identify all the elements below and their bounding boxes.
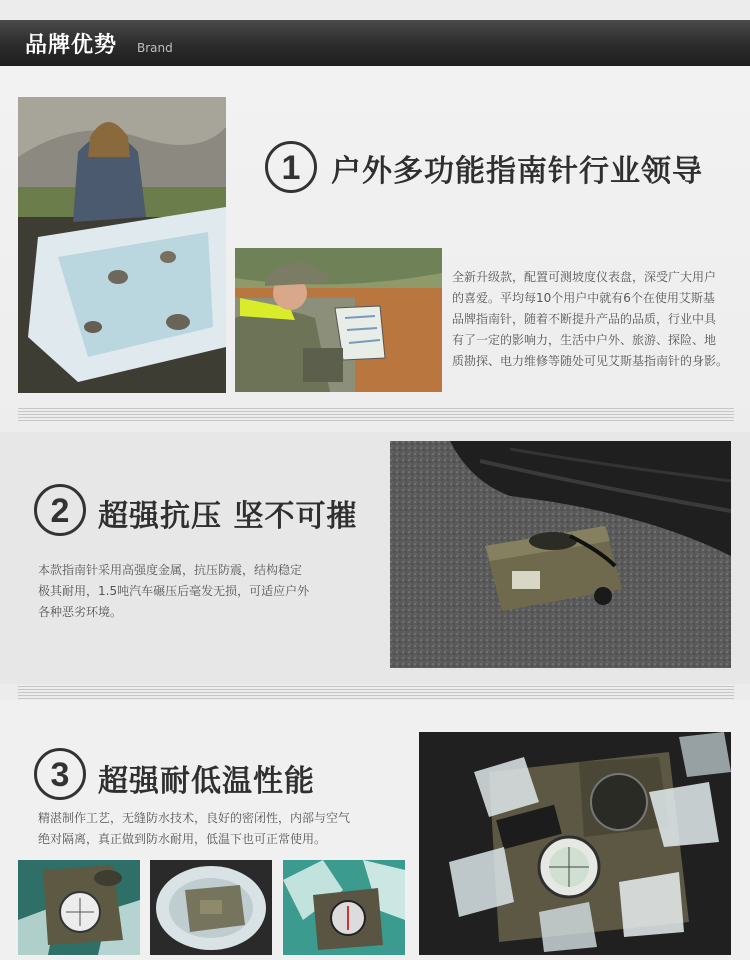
feature-title-2: 超强抗压 坚不可摧 <box>98 499 358 534</box>
photo-compass-in-ice-2 <box>150 860 272 955</box>
section-divider <box>18 408 734 422</box>
photo-compass-in-ice-3 <box>283 860 405 955</box>
photo-compass-under-car-tire <box>390 441 731 668</box>
description-line: 全新升级款，配置可测坡度仪表盘，深受广大用户 <box>452 270 717 284</box>
feature-title-1: 户外多功能指南针行业领导 <box>331 154 703 189</box>
description-line: 绝对隔离，真正做到防水耐用，低温下也可正常使用。 <box>38 832 327 846</box>
description-line: 有了一定的影响力，生活中户外、旅游、探险、地 <box>452 333 717 347</box>
feature-title-3: 超强耐低温性能 <box>98 764 315 799</box>
header-subtitle: Brand <box>137 41 173 55</box>
description-line: 极其耐用，1.5吨汽车碾压后毫发无损，可适应户外 <box>38 584 310 598</box>
feature-description-2 <box>38 560 358 623</box>
description-line: 精湛制作工艺，无缝防水技术，良好的密闭性，内部与空气 <box>38 811 351 825</box>
description-line: 质勘探、电力维修等随处可见艾斯基指南针的身影。 <box>452 354 729 368</box>
feature-description-1 <box>452 267 742 372</box>
description-line: 各种恶劣环境。 <box>38 605 123 619</box>
section-divider <box>18 686 734 700</box>
header-title: 品牌优势 <box>25 33 118 58</box>
feature-number-3-circle: 3 <box>34 748 86 800</box>
description-line: 品牌指南针，随着不断提升产品的品质，行业中具 <box>452 312 717 326</box>
photo-map-reading-outdoors <box>18 97 226 393</box>
description-line: 的喜爱。平均每10个用户中就有6个在使用艾斯基 <box>452 291 715 305</box>
description-line: 本款指南针采用高强度金属，抗压防震，结构稳定 <box>38 563 303 577</box>
photo-compass-with-ice-cubes <box>419 732 731 955</box>
feature-number-1-circle: 1 <box>265 141 317 193</box>
feature-number-2-circle: 2 <box>34 484 86 536</box>
feature-description-3 <box>38 808 408 850</box>
photo-compass-in-ice-1 <box>18 860 140 955</box>
photo-soldier-with-compass <box>235 248 442 392</box>
